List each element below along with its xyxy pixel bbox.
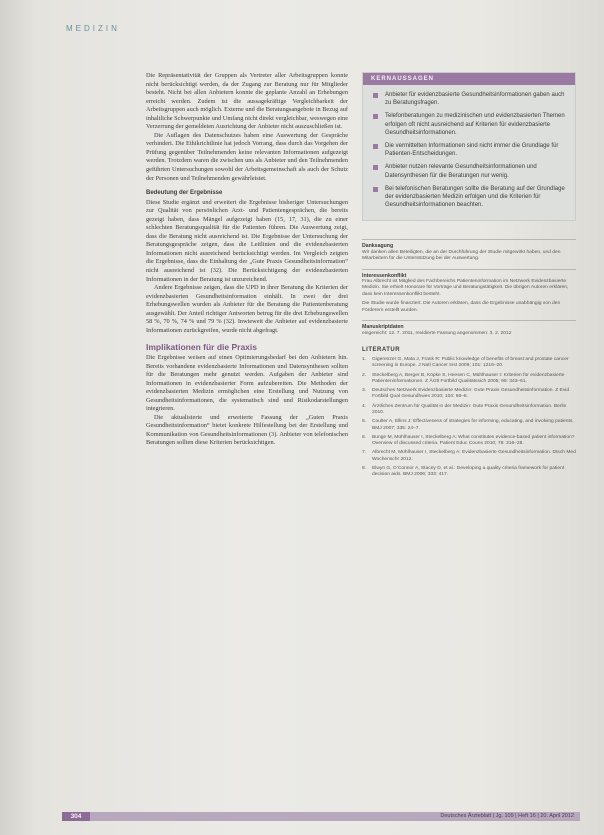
- key-message-item: [373, 163, 567, 179]
- square-bullet-icon: [373, 187, 378, 192]
- square-bullet-icon: [373, 144, 378, 149]
- manuscript-heading: Manuskriptdaten: [362, 324, 404, 331]
- key-message-item: [373, 185, 567, 210]
- section-label: MEDIZIN: [66, 24, 120, 33]
- reference-number: 6.: [362, 434, 367, 440]
- key-message-text: Anbieter für evidenzbasierte Gesundheitsinformationen gaben auch zu Beratungsfragen.: [385, 92, 565, 107]
- section-heading: Implikationen für die Praxis: [146, 342, 258, 353]
- body-paragraph: Die Repräsentativität der Gruppen als Vertreter aller Arbeitsgruppen konnte nicht berücksichtigt werden, da der Zugang zur Beratung nur für Mitglieder besteht. Nicht bei allen Anbietern konnte die geplante Anzahl an Erhebungen erreicht werden. Zudem ist die aussagekräftige Vergleichbarkeit der Arbeitsgruppen auch möglich. Externe und die Beratungsangebote in Bezug auf inhaltliche Schwerpunkte und Umfang nicht direkt vergleichbar, weswegen eine Verzerrung der gemeldeten Ausrichtung der Anbieter nicht auszuschließen ist.: [146, 72, 348, 131]
- body-paragraph: Andere Ergebnisse zeigen, dass die UPD in ihrer Beratung die Kriterien der evidenzbasierten Gesundheitsinformation einhält. In zwei der drei Erhebungswellen wurden als Anbieter für die Beratung die Patientenberatung ausgewählt. Der Anteil richtiger Antworten betrug für die drei Erhebungswellen 58 %, 70 %, 74 % und 79 % (32). Inwieweit die Anbieter auf evidenzbasierte Informationen zurückgreifen, wurde nicht abgefragt.: [146, 284, 348, 334]
- body-paragraph: Die Auflagen des Datenschutzes haben eine Auswertung der Gespräche verhindert. Die Ethikrichtlinie hat jedoch Vorrang, dass durch das Vorgehen der Prüfung gegenüber Teilnehmenden keine relevanten Informationen aufgezeigt werden. Trotzdem waren die zwischen uns als Anbieter und den Teilnehmenden geführten Untersuchungen sowohl der Arbeitsgemeinschaft als auch der Schutz der Personen und Teilnehmenden gewährleistet.: [146, 131, 348, 182]
- conflict-heading: Interessenkonflikt: [362, 272, 407, 279]
- key-message-text: Anbieter nutzen relevante Gesundheitsinformationen und Datensynthesen für die Beratungen nur wenig.: [385, 164, 537, 179]
- reference-text: Steckelberg A, Berger B, Köpke S, Heesen C, Mühlhauser I: Kriterien für evidenzbasierte Patienteninformationen. Z Ärztl Fortbild Qualitätssich 2005; 99: 343–51.: [372, 372, 565, 384]
- reference-number: 8.: [362, 466, 367, 472]
- square-bullet-icon: [373, 165, 378, 170]
- reference-item: [362, 404, 576, 417]
- reference-item: [362, 373, 576, 386]
- divider: [362, 239, 576, 240]
- reference-text: Coulter A, Ellins J: Effectiveness of strategies for informing, educating, and involving patients. BMJ 2007; 335: 24–7.: [372, 419, 574, 431]
- reference-text: Albrecht M, Mühlhauser I, Steckelberg A: Evidenzbasierte Gesundheitsinformation. Dtsch Med Wochenschr 2012.: [372, 450, 576, 462]
- key-message-item: [373, 112, 567, 137]
- square-bullet-icon: [373, 114, 378, 119]
- reference-number: 2.: [362, 372, 367, 378]
- reference-number: 3.: [362, 388, 367, 394]
- reference-text: Elwyn G, O’Connor A, Stacey D, et al.: Developing a quality criteria framework for patient decision aids. BMJ 2006; 333: 417.: [372, 466, 565, 478]
- reference-number: 7.: [362, 450, 367, 456]
- reference-number: 1.: [362, 356, 367, 362]
- footer-bar: [62, 812, 580, 821]
- key-message-item: [373, 142, 567, 158]
- literature-list: [362, 357, 576, 479]
- reference-item: [362, 357, 576, 370]
- reference-text: Bunge M, Mühlhauser I, Steckelberg A: What constitutes evidence-based patient information? Overview of discussed criteria. Patient Educ Couns 2010; 78: 316–28.: [372, 434, 575, 447]
- key-message-text: Telefonberatungen zu medizinischen und evidenzbasierten Themen erfolgen oft nicht ausreichend auf Kriterien für evidenzbasierte Gesundheitsinformationen.: [385, 113, 565, 136]
- key-message-text: Die vermittelten Informationen sind nicht immer die Grundlage für Patienten-Entscheidungen.: [385, 143, 559, 158]
- divider: [362, 320, 576, 321]
- body-paragraph: Die Ergebnisse weisen auf einen Optimierungsbedarf bei den Anbietern hin. Bereits vorhandene evidenzbasierte Informationen und Datensynthesen sollten für die Beratungen mehr genutzt werden. Aufgaben der Anbieter sind Informationen in evidenzbasierter Form aufzubereiten. Die Methoden der evidenzbasierten Medizin ermöglichen eine Erstellung und Nutzung von Gesundheitsinformationen, die systematisch sind und Risikodarstellungen integrieren.: [146, 353, 348, 413]
- key-message-text: Bei telefonischen Beratungen sollte die Beratung auf der Grundlage der evidenzbasierten Medizin erfolgen und die Kriterien für Gesundheitsinformationen beachten.: [385, 185, 565, 209]
- square-bullet-icon: [373, 93, 378, 98]
- reference-item: [362, 388, 576, 401]
- reference-number: 4.: [362, 403, 367, 409]
- literature-heading: LITERATUR: [362, 346, 401, 353]
- reference-item: [362, 435, 576, 448]
- reference-item: [362, 419, 576, 432]
- reference-text: Ärztliches Zentrum für Qualität in der Medizin: Gute Praxis Gesundheitsinformation. Berlin 2010.: [372, 403, 567, 415]
- right-column: [362, 72, 576, 482]
- page-number: 304: [62, 812, 90, 821]
- article-meta: [362, 239, 576, 336]
- conflict-text: Frau Albrecht ist Mitglied des Fachbereichs Patienteninformation im Netzwerk Evidenzbasierte Medizin. Sie erhielt Honorare für Vorträge und Beratungstätigkeit. Die übrigen Autoren erklären, dass kein Interessenkonflikt besteht.: [362, 279, 569, 297]
- manuscript-text: eingereicht: 12. 7. 2011, revidierte Fassung angenommen: 3. 2. 2012: [362, 330, 512, 336]
- reference-text: Deutsches Netzwerk Evidenzbasierte Medizin: Gute Praxis Gesundheitsinformation. Z Evid Fortbild Qual Gesundhwes 2010; 104: 66–8.: [372, 388, 570, 400]
- key-messages-box: [362, 72, 576, 221]
- key-messages-list: [363, 91, 575, 209]
- reference-item: [362, 466, 576, 479]
- reference-text: Gigerenzer G, Mata J, Frank R: Public knowledge of benefits of breast and prostate cancer screening in Europe. J Natl Cancer Inst 2009; 101: 1216–20.: [372, 356, 569, 369]
- body-paragraph: Die aktualisierte und erweiterte Fassung der „Guten Praxis Gesundheitsinformation“ bietet konkrete Hilfestellung bei der Erstellung und Kommunikation von Gesundheitsinformationen (3). Anbieter von telefonischen Beratungen sollten diese Kriterien berücksichtigen.: [146, 413, 348, 447]
- key-messages-title: KERNAUSSAGEN: [363, 73, 575, 85]
- thanks-text: Wir danken allen Beteiligten, die an der Durchführung der Studie mitgewirkt haben, und den Mitarbeitern für die Unterstützung bei der Auswertung.: [362, 249, 561, 262]
- body-paragraph: Diese Studie ergänzt und erweitert die Ergebnisse bisheriger Untersuchungen zur Qualität von persönlichen Arzt- und Patientengesprächen, die bereits gezeigt haben, dass Mängel aufgezeigt haben (15, 17, 31), die zu einer schlechten Beratungsqualität für die Patienten führen. Die Auswertung zeigt, dass die Beratung nicht ausreichend ist. Die Ergebnisse der Untersuchung der Beratungsgespräche zeigen, dass die Leitlinien und die evidenzbasierten Informationen nicht ausreichend berücksichtigt werden. Im Vergleich zeigten die Ergebnisse, dass die Einhaltung der „Gute Praxis Gesundheitsinformation“ nicht ausreichend ist (32). Die Berücksichtigung der evidenzbasierten Informationen in der Beratung ist unzureichend.: [146, 198, 348, 283]
- divider: [362, 269, 576, 270]
- subheading: Bedeutung der Ergebnisse: [146, 190, 223, 197]
- left-column: [146, 72, 348, 448]
- reference-number: 5.: [362, 419, 367, 425]
- reference-item: [362, 450, 576, 463]
- key-message-item: [373, 91, 567, 107]
- thanks-heading: Danksagung: [362, 243, 394, 250]
- conflict-text-2: Die Studie wurde finanziert. Die Autoren erklären, dass die Ergebnisse unabhängig von den Förderern erstellt wurden.: [362, 301, 561, 313]
- journal-citation: Deutsches Ärzteblatt | Jg. 109 | Heft 16 | 20. April 2012: [440, 813, 574, 819]
